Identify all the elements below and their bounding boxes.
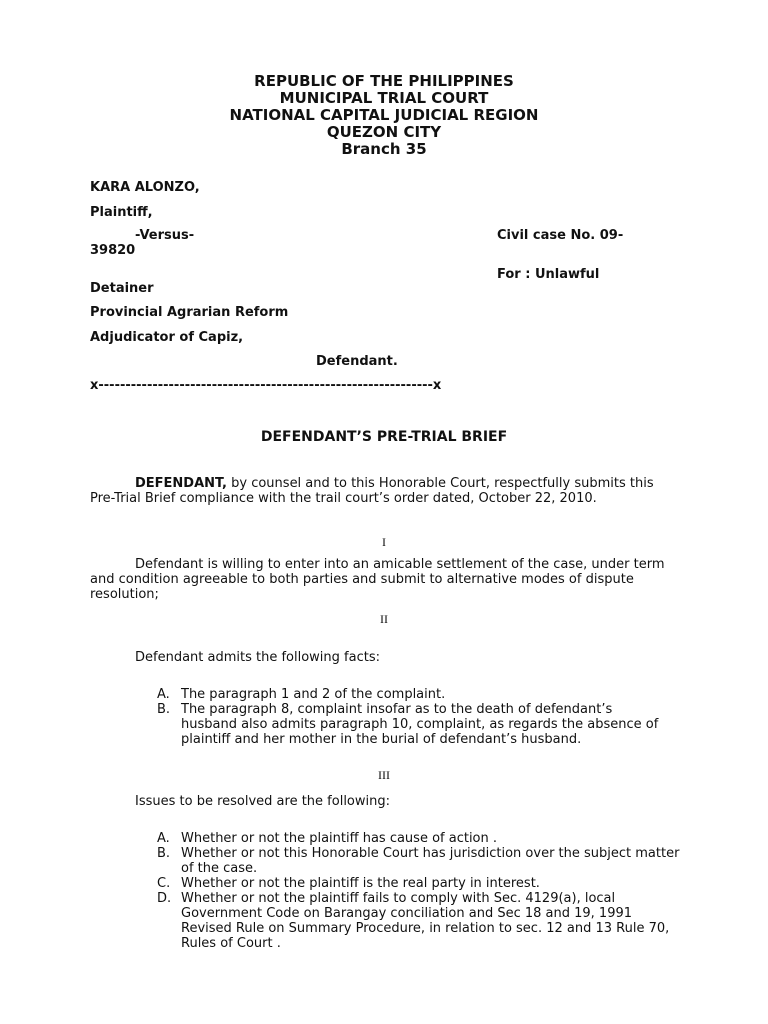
admitted-facts-list xyxy=(157,687,662,747)
defendant-name-line1: Provincial Agrarian Reform xyxy=(90,305,289,320)
case-number-cont: 39820 xyxy=(90,243,136,258)
list-item-text: The paragraph 8, complaint insofar as to the death of defendant’s husband also admits paragraph 10, complaint, as regards the absence of plaintiff and her mother in the burial of defendant’s husband. xyxy=(181,702,659,747)
intro-lead: DEFENDANT, xyxy=(135,476,227,491)
list-item xyxy=(157,891,682,951)
court-header-city: QUEZON CITY xyxy=(326,123,442,141)
section-numeral-3: III xyxy=(378,768,390,782)
list-item xyxy=(157,831,682,846)
section1-paragraph: Defendant is willing to enter into an amicable settlement of the case, under term and condition agreeable to both parties and submit to alternative modes of dispute resolution; xyxy=(90,557,665,602)
section2-intro: Defendant admits the following facts: xyxy=(135,650,380,665)
list-item xyxy=(157,846,682,876)
case-number-label: Civil case No. 09- xyxy=(497,228,624,243)
case-nature-cont: Detainer xyxy=(90,281,154,296)
court-header-republic: REPUBLIC OF THE PHILIPPINES xyxy=(254,72,514,90)
list-item xyxy=(157,876,682,891)
plaintiff-role: Plaintiff, xyxy=(90,205,153,220)
plaintiff-name: KARA ALONZO, xyxy=(90,180,200,195)
versus-label: -Versus- xyxy=(135,228,195,243)
list-item xyxy=(157,687,662,702)
court-header-court: MUNICIPAL TRIAL COURT xyxy=(279,89,489,107)
court-header-region: NATIONAL CAPITAL JUDICIAL REGION xyxy=(229,106,539,124)
list-item-label: C. xyxy=(157,876,171,891)
list-item-label: B. xyxy=(157,846,171,861)
list-item-label: A. xyxy=(157,687,170,702)
list-item-text: Whether or not this Honorable Court has jurisdiction over the subject matter of the case. xyxy=(181,846,680,876)
defendant-name-line2: Adjudicator of Capiz, xyxy=(90,330,244,345)
list-item-text: The paragraph 1 and 2 of the complaint. xyxy=(181,687,446,702)
section-numeral-1: I xyxy=(382,535,386,549)
list-item-label: D. xyxy=(157,891,172,906)
list-item-label: A. xyxy=(157,831,170,846)
defendant-role: Defendant. xyxy=(316,354,398,369)
section3-intro: Issues to be resolved are the following: xyxy=(135,794,391,809)
list-item-text: Whether or not the plaintiff is the real party in interest. xyxy=(181,876,540,891)
section-numeral-2: II xyxy=(380,612,388,626)
intro-paragraph xyxy=(90,476,680,506)
list-item-text: Whether or not the plaintiff has cause of action . xyxy=(181,831,498,846)
list-item-label: B. xyxy=(157,702,171,717)
list-item-text: Whether or not the plaintiff fails to comply with Sec. 4129(a), local Government Code on Barangay conciliation and Sec 18 and 19, 1991 Revised Rule on Summary Procedure, in relation to sec. 12 and 13 Rule 70, Rules of Court . xyxy=(181,891,670,951)
list-item xyxy=(157,702,662,747)
case-nature-label: For : Unlawful xyxy=(497,267,600,282)
caption-divider: x--------------------------------------------------------------x xyxy=(90,378,442,393)
intro-text: by counsel and to this Honorable Court, respectfully submits this Pre-Trial Brief compliance with the trail court’s order dated, October 22, 2010. xyxy=(90,476,654,506)
document-title: DEFENDANT’S PRE-TRIAL BRIEF xyxy=(260,429,508,445)
issues-list xyxy=(157,831,682,951)
court-header-branch: Branch 35 xyxy=(341,140,427,158)
